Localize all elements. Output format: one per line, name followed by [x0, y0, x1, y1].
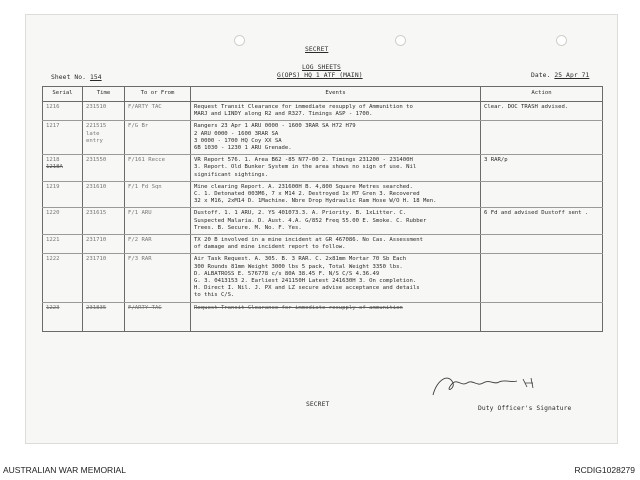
sheet-number — [51, 74, 102, 81]
cell-events: Rangers 23 Apr 1 ARU 0000 - 1600 3RAR SA H72 H79 2 ARU 0000 - 1600 3RAR SA 3 0000 - 1700 HQ Coy XX SA 6B 1030 - 1230 1 ARU Grenade. — [191, 121, 481, 155]
punch-hole — [556, 35, 567, 46]
cell-action — [481, 121, 603, 155]
cell-to-from: F/ARTY TAC — [125, 302, 191, 331]
cell-time: 231835 — [83, 302, 125, 331]
cell-serial: 1220 — [43, 208, 83, 235]
table-row — [43, 254, 603, 302]
cell-to-from: F/1 ARU — [125, 208, 191, 235]
cell-to-from: F/2 RAR — [125, 235, 191, 254]
sheet-no-value: 154 — [89, 74, 102, 81]
cell-time: 231610 — [83, 181, 125, 208]
cell-serial: 1218 1218A — [43, 155, 83, 182]
title-line2: G(OPS) HQ 1 ATF (MAIN) — [277, 72, 363, 79]
cell-events: Request Transit Clearance for immediate resupply of ammunition — [191, 302, 481, 331]
punch-hole — [395, 35, 406, 46]
cell-to-from: F/3 RAR — [125, 254, 191, 302]
table-row — [43, 155, 603, 182]
classification-bottom: SECRET — [306, 401, 330, 408]
cell-action — [481, 254, 603, 302]
sheet-label: Sheet No. — [51, 74, 87, 81]
cell-time: 231550 — [83, 155, 125, 182]
classification-top: SECRET — [305, 46, 329, 53]
col-events: Events — [191, 87, 481, 102]
cell-time: 231710 — [83, 235, 125, 254]
cell-serial: 1217 — [43, 121, 83, 155]
table-row — [43, 208, 603, 235]
date-value: 25 Apr 71 — [554, 72, 590, 79]
cell-time: 231510 — [83, 102, 125, 121]
cell-events: Request Transit Clearance for immediate resupply of Ammunition to MARJ and LINDY along R2 and R327. Timings ASP - 1700. — [191, 102, 481, 121]
date-label: Date. — [531, 72, 551, 79]
cell-time: 231710 — [83, 254, 125, 302]
cell-events: Air Task Request. A. 305. B. 3 RAR. C. 2x81mm Mortar 70 Sb Each 300 Rounds 81mm Weight 3000 lbs 5 pack, Total Weight 3350 lbs. D. ALBATROSS E. 576778 c/s 80A 38.45 F. N/S C/S 4.36.49 G. 3. 0413153 2. Earliest 241150H Latest 241630H 3. On completion. H. Direct I. Nil. J. PX and LZ secure advise acceptance and details to this C/S. — [191, 254, 481, 302]
cell-serial: 1219 — [43, 181, 83, 208]
table-row — [43, 102, 603, 121]
signature-caption: Duty Officer's Signature — [478, 405, 572, 412]
archive-name: AUSTRALIAN WAR MEMORIAL — [3, 465, 126, 475]
cell-action: 6 Fd and advised Dustoff sent . — [481, 208, 603, 235]
cell-serial: 1216 — [43, 102, 83, 121]
cell-to-from: F/ARTY TAC — [125, 102, 191, 121]
cell-events: Mine clearing Report. A. 231600H B. 4,800 Square Metres searched. C. 1. Detonated 003M6, 7 x M14 2. Destroyed 1x M7 Gren 3. Recovered 32 x M16, 2xM14 D. 1Machine. Nbre Drop Hydraulic Ram Hose W/O H. 18 Men. — [191, 181, 481, 208]
duty-officer-signature — [427, 369, 557, 399]
sheet-date — [531, 72, 589, 79]
cell-serial: 1222 — [43, 254, 83, 302]
cell-events: TX 20 B involved in a mine incident at GR 467086. No Cas. Assessment of damage and mine incident report to follow. — [191, 235, 481, 254]
title-line1: LOG SHEETS — [302, 64, 341, 71]
punch-hole — [234, 35, 245, 46]
cell-action — [481, 181, 603, 208]
col-serial: Serial — [43, 87, 83, 102]
col-time: Time — [83, 87, 125, 102]
col-to-from: To or From — [125, 87, 191, 102]
cell-serial: 1223 — [43, 302, 83, 331]
log-table — [42, 86, 603, 332]
cell-action — [481, 235, 603, 254]
log-sheet-page — [25, 14, 618, 444]
struck-serial-note: 1218A — [46, 164, 63, 171]
cell-time: 221515 late entry — [83, 121, 125, 155]
cell-to-from: F/G Br — [125, 121, 191, 155]
table-header-row — [43, 87, 603, 102]
table-row — [43, 302, 603, 331]
archive-reference: RCDIG1028279 — [574, 465, 635, 475]
table-row — [43, 181, 603, 208]
cell-to-from: F/161 Recce — [125, 155, 191, 182]
cell-action: Clear. DOC TRASH advised. — [481, 102, 603, 121]
table-row — [43, 235, 603, 254]
cell-events: VR Report 576. 1. Area B62 -85 N77-00 2. Timings 231200 - 231400H 3. Report. Old Bunker System in the area shows no sign of use. Nil significant sightings. — [191, 155, 481, 182]
cell-events: Dustoff. 1. 1 ARU, 2. YS 401073.3. A. Priority. B. 1xLitter. C. Suspected Malaria. D. Aust. 4.A. G/852 Freq 55.00 E. Smoke. C. Rubber Trees. B. Secure. M. No. F. Yes. — [191, 208, 481, 235]
table-row — [43, 121, 603, 155]
cell-serial: 1221 — [43, 235, 83, 254]
cell-to-from: F/1 Fd Sqn — [125, 181, 191, 208]
cell-time: 231615 — [83, 208, 125, 235]
cell-action: 3 RAR/p — [481, 155, 603, 182]
cell-action — [481, 302, 603, 331]
col-action: Action — [481, 87, 603, 102]
